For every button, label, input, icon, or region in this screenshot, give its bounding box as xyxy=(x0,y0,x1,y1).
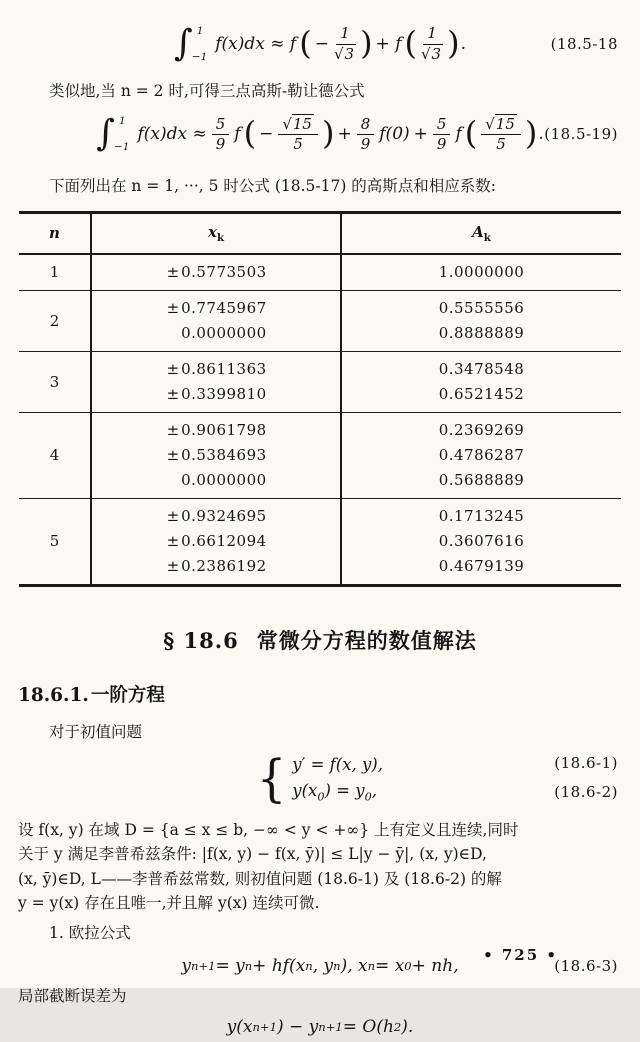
fraction xyxy=(278,116,318,154)
math-fragment: ) = y xyxy=(324,780,365,800)
x-number: 0.8611363 xyxy=(181,359,267,378)
table-header-row xyxy=(19,212,621,254)
paragraph-table-intro: 下面列出在 n = 1, ···, 5 时公式 (18.5-17) 的高斯点和相应系数: xyxy=(49,177,497,196)
integral-upper-bound: 1 xyxy=(119,115,126,128)
x-number: 0.5773503 xyxy=(181,262,267,281)
table-row xyxy=(19,351,621,412)
cell-ak xyxy=(341,412,621,498)
header-xk xyxy=(91,212,341,254)
header-ak xyxy=(341,212,621,254)
math-fragment: = y xyxy=(215,956,245,976)
paragraph-ivp-intro: 对于初值问题 xyxy=(49,722,143,741)
plus-minus-sign: ± xyxy=(166,506,180,525)
function-f0: f(0) xyxy=(379,124,410,145)
fraction-denominator xyxy=(421,45,443,63)
x-value xyxy=(92,382,340,407)
x-number: 0.9061798 xyxy=(181,420,267,439)
subsection-title-text: 一阶方程 xyxy=(90,684,165,706)
fraction xyxy=(357,116,375,154)
section-number: § 18.6 xyxy=(163,627,239,653)
fraction-denominator: 9 xyxy=(436,134,447,153)
x-number: 0.7745967 xyxy=(181,298,267,317)
x-value xyxy=(92,443,340,468)
fraction xyxy=(433,116,451,154)
x-value xyxy=(92,504,340,529)
fraction xyxy=(481,116,521,154)
fraction-numerator xyxy=(481,116,521,135)
table-row xyxy=(19,254,621,291)
x-number: 0.5384693 xyxy=(181,445,267,464)
math-fragment: , y xyxy=(312,956,334,976)
euler-label: 1. 欧拉公式 xyxy=(49,923,131,942)
equation-local-error xyxy=(18,1012,622,1042)
cell-n: 5 xyxy=(19,498,91,585)
table-row xyxy=(19,498,621,585)
plus-sign: + xyxy=(337,124,352,145)
equation-body xyxy=(256,748,383,808)
equation-body xyxy=(227,1017,414,1037)
radicand: 15 xyxy=(495,114,515,133)
plus-minus-sign: ± xyxy=(166,531,180,550)
fraction-denominator: 5 xyxy=(496,134,506,153)
paragraph-similar: 类似地,当 n = 2 时,可得三点高斯-勒让德公式 xyxy=(49,82,365,100)
cell-xk xyxy=(91,498,341,585)
subscript: 0 xyxy=(404,959,412,973)
fraction-denominator xyxy=(334,45,356,63)
x-value xyxy=(92,554,340,579)
period: . xyxy=(538,124,544,145)
cell-ak xyxy=(341,498,621,585)
cell-n: 3 xyxy=(19,351,91,412)
plus-sign: + xyxy=(413,124,428,145)
a-value: 0.5555556 xyxy=(438,298,525,317)
fraction xyxy=(212,116,230,154)
cell-n: 1 xyxy=(19,254,91,291)
radical-sign: √ xyxy=(282,114,292,133)
system-line-1 xyxy=(292,755,383,774)
x-number: 0.3399810 xyxy=(181,384,267,403)
radical-sign: √ xyxy=(485,114,495,133)
subscript: n xyxy=(367,959,376,973)
left-paren: ( xyxy=(299,24,312,63)
a-value: 1.0000000 xyxy=(438,262,525,281)
subscript: n+1 xyxy=(252,1020,277,1035)
cell-xk xyxy=(91,351,341,412)
integral-glyph: ∫ xyxy=(96,113,115,155)
equation-body xyxy=(181,956,458,976)
subscript: n xyxy=(305,959,313,973)
paragraph-lipschitz xyxy=(18,818,622,916)
plus-sign: + f xyxy=(375,34,402,54)
subsection-title xyxy=(18,681,622,707)
superscript: 2 xyxy=(393,1020,402,1035)
header-a-sub: k xyxy=(483,231,491,244)
a-value: 0.3607616 xyxy=(438,531,525,550)
x-number: 0.0000000 xyxy=(181,470,267,489)
subscript: 0 xyxy=(317,789,325,803)
minus-sign: − xyxy=(259,124,274,145)
paragraph-line: 设 f(x, y) 在域 D = {a ≤ x ≤ b, −∞ < y < +∞} 上有定义且连续,同时 xyxy=(18,820,519,839)
x-number: 0.0000000 xyxy=(181,323,267,342)
equation-18-5-19 xyxy=(18,103,622,165)
cell-n: 4 xyxy=(19,412,91,498)
math-fragment: f(x)dx ≈ xyxy=(137,124,207,145)
cell-ak xyxy=(341,290,621,351)
a-value: 0.5688889 xyxy=(438,470,525,489)
math-fragment: y(x xyxy=(292,780,318,800)
plus-minus-sign: ± xyxy=(166,556,180,575)
cell-ak xyxy=(341,351,621,412)
a-value: 0.6521452 xyxy=(438,384,525,403)
x-value xyxy=(92,418,340,443)
equation-number: (18.6-1) xyxy=(554,753,618,772)
subsection-number: 18.6.1. xyxy=(18,684,89,706)
right-paren: ) xyxy=(360,24,373,63)
math-fragment: y(x xyxy=(226,1017,253,1038)
table-row xyxy=(19,290,621,351)
equation-system-18-6-1-2 xyxy=(18,748,622,810)
radicand: 3 xyxy=(431,44,442,63)
subscript: n xyxy=(333,959,341,973)
equation-18-5-18 xyxy=(18,16,622,72)
radicand: 15 xyxy=(292,114,312,133)
equation-number: (18.6-3) xyxy=(554,957,618,975)
fraction-denominator: 9 xyxy=(215,134,226,153)
subscript: n+1 xyxy=(318,1020,343,1035)
page-number: • 725 • xyxy=(483,946,558,964)
paragraph-line: 关于 y 满足李普希兹条件: |f(x, y) − f(x, ȳ)| ≤ L|y − ȳ|, (x, y)∈D, xyxy=(18,845,487,864)
equation-body xyxy=(96,115,544,153)
math-fragment: , xyxy=(371,780,377,800)
math-fragment: ), x xyxy=(340,956,368,976)
plus-minus-sign: ± xyxy=(166,359,180,378)
x-number: 0.9324695 xyxy=(181,506,267,525)
local-error-label: 局部截断误差为 xyxy=(18,987,127,1005)
header-n-label: n xyxy=(49,224,60,242)
equation-number: (18.5-18 xyxy=(550,35,618,53)
left-paren: ( xyxy=(464,114,478,153)
right-paren: ) xyxy=(321,114,335,153)
section-title-text: 常微分方程的数值解法 xyxy=(256,627,477,653)
section-title xyxy=(18,625,622,655)
left-paren: ( xyxy=(404,24,417,63)
left-paren: ( xyxy=(243,114,257,153)
cell-xk xyxy=(91,412,341,498)
math-fragment: f(x)dx ≈ f xyxy=(215,34,297,54)
x-value xyxy=(92,260,340,285)
fraction-numerator: 5 xyxy=(433,116,451,135)
integral-symbol xyxy=(174,22,209,64)
plus-minus-sign: ± xyxy=(166,445,180,464)
gauss-table xyxy=(19,211,621,587)
equation-body xyxy=(174,22,466,64)
fraction-numerator xyxy=(278,116,318,135)
fraction xyxy=(421,25,443,63)
a-value: 0.8888889 xyxy=(438,323,525,342)
integral-glyph: ∫ xyxy=(174,22,193,64)
math-fragment: + nh, xyxy=(411,956,459,976)
math-fragment: y′ = f(x, y), xyxy=(292,754,383,774)
math-fragment: = O(h xyxy=(342,1017,394,1038)
fraction-numerator: 8 xyxy=(357,116,375,135)
cell-xk xyxy=(91,254,341,291)
header-n xyxy=(19,212,91,254)
function-f: f xyxy=(234,124,241,145)
table-row xyxy=(19,412,621,498)
function-f: f xyxy=(455,124,462,145)
header-x-sub: k xyxy=(216,231,224,244)
a-value: 0.4679139 xyxy=(438,556,525,575)
a-value: 0.4786287 xyxy=(438,445,525,464)
right-paren: ) xyxy=(447,24,460,63)
cell-n: 2 xyxy=(19,290,91,351)
x-number: 0.6612094 xyxy=(181,531,267,550)
subscript: n+1 xyxy=(191,959,216,973)
math-fragment: = x xyxy=(375,956,405,976)
a-value: 0.3478548 xyxy=(438,359,525,378)
fraction-numerator: 1 xyxy=(336,25,354,44)
x-value xyxy=(92,357,340,382)
fraction-numerator: 1 xyxy=(423,25,441,44)
fraction-denominator: 9 xyxy=(360,134,371,153)
equation-number: (18.6-2) xyxy=(554,782,618,801)
subscript: 0 xyxy=(364,789,372,803)
integral-lower-bound: −1 xyxy=(114,141,130,154)
integral-upper-bound: 1 xyxy=(196,25,204,37)
paragraph-line: y = y(x) 存在且唯一,并且解 y(x) 连续可微. xyxy=(18,894,320,913)
math-fragment: ) − y xyxy=(276,1017,319,1038)
right-paren: ) xyxy=(524,114,538,153)
header-a-base: A xyxy=(472,222,484,241)
math-fragment: ). xyxy=(401,1017,414,1038)
radicand: 3 xyxy=(344,44,355,63)
radical-sign: √ xyxy=(333,44,344,63)
integral-symbol xyxy=(96,115,131,153)
header-x-base: x xyxy=(207,222,217,241)
a-value: 0.1713245 xyxy=(438,506,525,525)
plus-minus-sign: ± xyxy=(166,298,180,317)
radical-sign: √ xyxy=(420,44,431,63)
minus-sign: − xyxy=(314,34,329,54)
x-value xyxy=(92,468,340,493)
fraction-denominator: 5 xyxy=(293,134,303,153)
integral-bounds xyxy=(191,25,209,63)
paragraph-line: (x, ȳ)∈D, L——李普希兹常数, 则初值问题 (18.6-1) 及 (18.6-2) 的解 xyxy=(18,869,502,888)
math-fragment: y xyxy=(181,956,191,976)
integral-bounds xyxy=(116,115,131,153)
fraction-numerator: 5 xyxy=(212,116,230,135)
x-value xyxy=(92,321,340,346)
plus-minus-sign: ± xyxy=(166,420,180,439)
a-value: 0.2369269 xyxy=(438,420,525,439)
cell-ak xyxy=(341,254,621,291)
plus-minus-sign: ± xyxy=(166,384,180,403)
fraction xyxy=(334,25,356,63)
left-brace: { xyxy=(256,748,287,808)
cell-xk xyxy=(91,290,341,351)
integral-lower-bound: −1 xyxy=(191,51,208,63)
x-number: 0.2386192 xyxy=(181,556,267,575)
system-line-2 xyxy=(292,781,383,803)
subscript: n xyxy=(244,959,253,973)
equation-number: (18.5-19) xyxy=(544,125,618,144)
x-value xyxy=(92,296,340,321)
math-fragment: + hf(x xyxy=(252,956,306,976)
period: . xyxy=(460,34,466,54)
system-lines xyxy=(292,755,383,803)
x-value xyxy=(92,529,340,554)
plus-minus-sign: ± xyxy=(166,262,180,281)
